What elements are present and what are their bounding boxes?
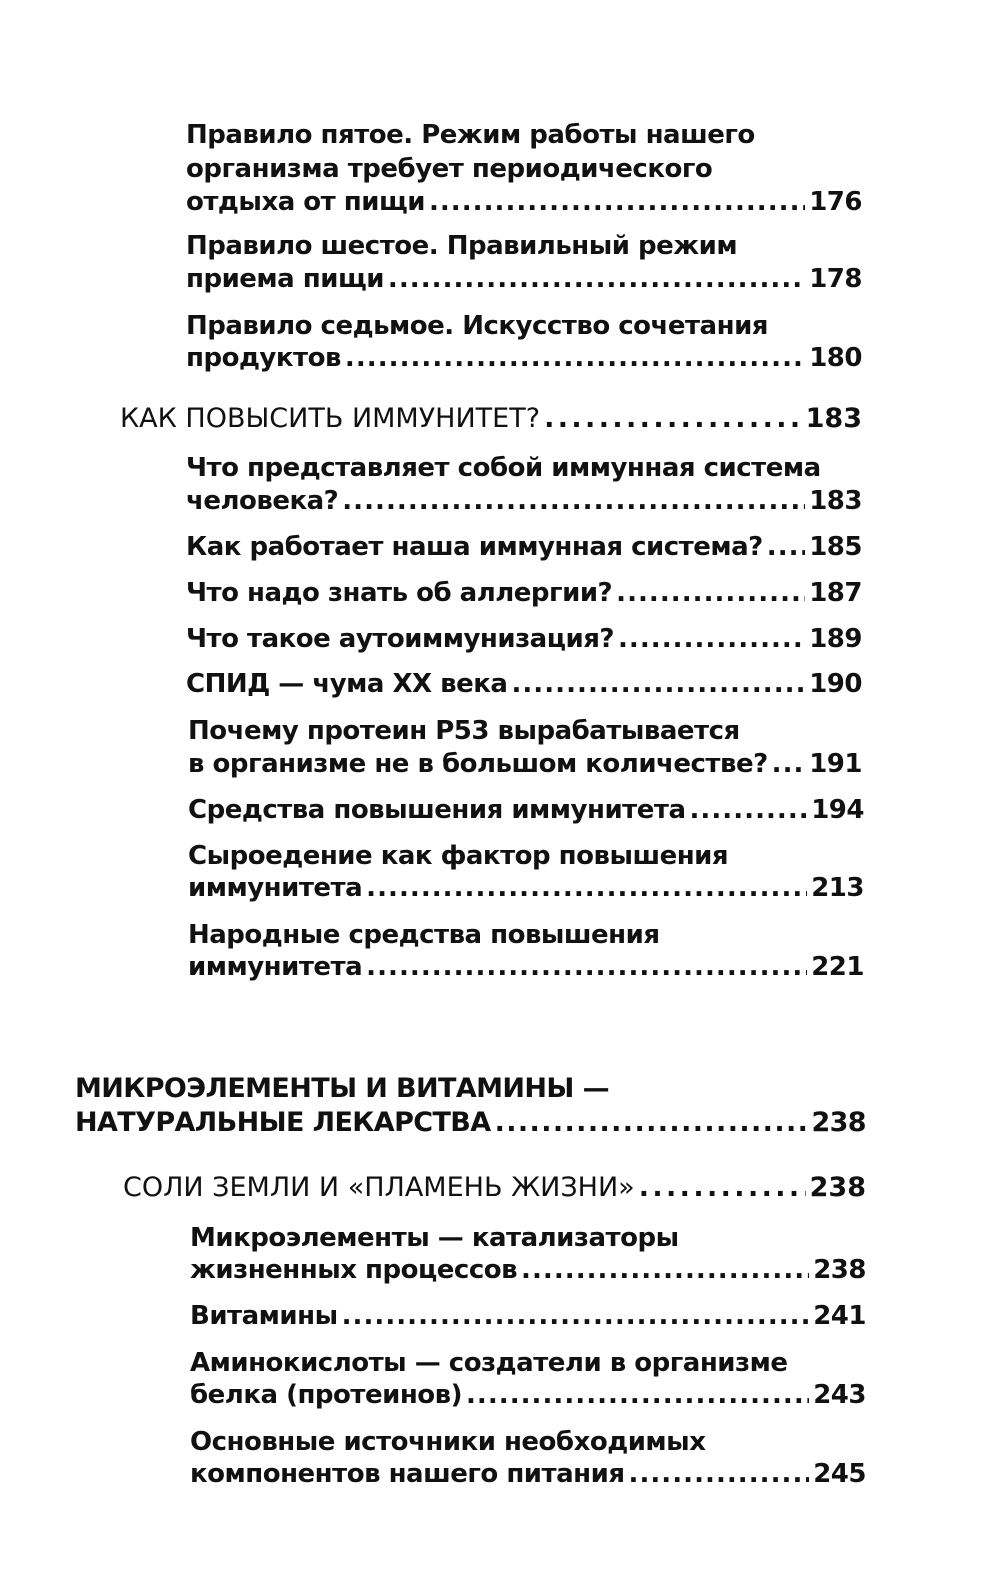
entry-title-line: продуктов — [186, 343, 341, 373]
dot-leader — [466, 1382, 809, 1408]
entry-title-line: организма требует периодического — [186, 154, 713, 184]
entry-title: Что такое аутоиммунизация? — [186, 624, 614, 654]
page-number: 180 — [809, 343, 862, 373]
page-number: 190 — [809, 669, 862, 699]
section-title: СОЛИ ЗЕМЛИ И «ПЛАМЕНЬ ЖИЗНИ» — [123, 1172, 635, 1203]
page-number: 238 — [811, 1107, 866, 1138]
page-number: 178 — [809, 264, 862, 294]
entry-title-line: Микроэлементы — катализаторы — [190, 1223, 679, 1253]
entry-title-line: иммунитета — [188, 952, 363, 982]
entry-title-line: Что представляет собой иммунная система — [186, 453, 821, 483]
dot-leader — [388, 266, 805, 292]
page-number: 213 — [811, 873, 864, 903]
entry-title-line: иммунитета — [188, 873, 363, 903]
entry-title: Средства повышения иммунитета — [188, 795, 686, 825]
entry-title-line: отдыха от пищи — [186, 187, 425, 217]
entry-title-line: белка (протеинов) — [190, 1380, 462, 1410]
dot-leader — [366, 875, 807, 901]
page-number: 238 — [809, 1172, 866, 1203]
dot-leader — [342, 1303, 810, 1329]
dot-leader — [511, 671, 805, 697]
page-number: 245 — [813, 1459, 866, 1489]
dot-leader — [495, 1109, 808, 1136]
entry-title-line: Основные источники необходимых — [190, 1427, 706, 1457]
dot-leader — [544, 405, 802, 432]
dot-leader — [429, 189, 805, 215]
entry-title-line: Правило пятое. Режим работы нашего — [186, 120, 755, 150]
page-number: 183 — [805, 403, 862, 434]
dot-leader — [772, 751, 806, 777]
entry-title-line: в организме не в большом количестве? — [188, 749, 768, 779]
page-number: 191 — [809, 749, 862, 779]
entry-title-line: человека? — [186, 486, 339, 516]
entry-title-line: компонентов нашего питания — [190, 1459, 625, 1489]
page-number: 194 — [811, 795, 864, 825]
entry-title-line: Народные средства повышения — [188, 920, 660, 950]
chapter-title-line: МИКРОЭЛЕМЕНТЫ И ВИТАМИНЫ — — [75, 1073, 609, 1104]
entry-title-line: приема пищи — [186, 264, 384, 294]
dot-leader — [767, 534, 805, 560]
entry-title: СПИД — чума XX века — [186, 669, 508, 699]
page-number: 189 — [809, 624, 862, 654]
page-number: 238 — [813, 1255, 866, 1285]
dot-leader — [616, 580, 805, 606]
dot-leader — [690, 797, 808, 823]
entry-title-line: Почему протеин Р53 вырабатывается — [188, 716, 740, 746]
dot-leader — [521, 1257, 809, 1283]
page-number: 187 — [809, 578, 862, 608]
dot-leader — [618, 626, 805, 652]
dot-leader — [342, 488, 805, 514]
entry-title-line: Правило седьмое. Искусство сочетания — [186, 311, 768, 341]
entry-title: Как работает наша иммунная система? — [186, 532, 763, 562]
chapter-title-line: НАТУРАЛЬНЫЕ ЛЕКАРСТВА — [75, 1107, 491, 1138]
page-number: 185 — [809, 532, 862, 562]
entry-title-line: Сыроедение как фактор повышения — [188, 841, 729, 871]
entry-title-line: жизненных процессов — [190, 1255, 518, 1285]
page-number: 183 — [809, 486, 862, 516]
page-number: 221 — [811, 952, 864, 982]
entry-title-line: Аминокислоты — создатели в организме — [190, 1348, 788, 1378]
section-title: КАК ПОВЫСИТЬ ИММУНИТЕТ? — [120, 403, 541, 434]
page-number: 241 — [813, 1301, 866, 1331]
dot-leader — [629, 1461, 810, 1487]
dot-leader — [639, 1174, 806, 1201]
page-number: 243 — [813, 1380, 866, 1410]
entry-title: Что надо знать об аллергии? — [186, 578, 613, 608]
page-number: 176 — [809, 187, 862, 217]
dot-leader — [366, 954, 807, 980]
entry-title-line: Правило шестое. Правильный режим — [186, 231, 738, 261]
dot-leader — [345, 345, 805, 371]
entry-title: Витамины — [190, 1301, 338, 1331]
